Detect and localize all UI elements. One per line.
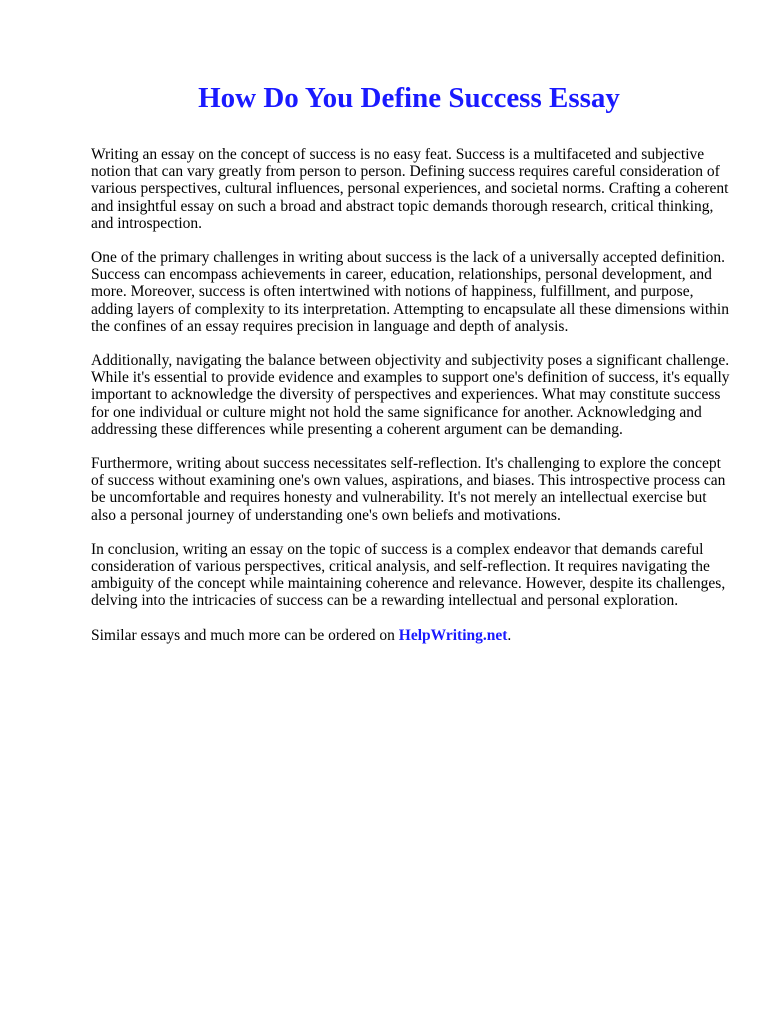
footer-prefix: Similar essays and much more can be ordered on [91, 626, 399, 644]
paragraph-5: In conclusion, writing an essay on the topic of success is a complex endeavor that demands careful consideration of various perspectives, critical analysis, and self-reflection. It requires navigating the ambiguity of the concept while maintaining coherence and relevance. However, despite its challenges, delving into the intricacies of success can be a rewarding intellectual and personal exploration. [91, 540, 726, 610]
paragraph-3: Additionally, navigating the balance between objectivity and subjectivity poses a significant challenge. While it's essential to provide evidence and examples to support one's definition of success, it's equally important to acknowledge the diversity of perspectives and experiences. What may constitute success for one individual or culture might not hold the same significance for another. Acknowledging and addressing these differences while presenting a coherent argument can be demanding. [91, 352, 730, 438]
essay-body [91, 146, 731, 661]
paragraph-2: One of the primary challenges in writing about success is the lack of a universally accepted definition. Success can encompass achievements in career, education, relationships, personal development, and more. Moreover, success is often intertwined with notions of happiness, fulfillment, and purpose, adding layers of complexity to its interpretation. Attempting to encapsulate all these dimensions within the confines of an essay requires precision in language and depth of analysis. [91, 249, 729, 335]
footer-suffix: . [507, 626, 512, 644]
paragraph-1: Writing an essay on the concept of success is no easy feat. Success is a multifaceted and subjective notion that can vary greatly from person to person. Defining success requires careful consideration of various perspectives, cultural influences, personal experiences, and societal norms. Crafting a coherent and insightful essay on such a broad and abstract topic demands thorough research, critical thinking, and introspection. [91, 146, 729, 232]
helpwriting-link[interactable]: HelpWriting.net [398, 626, 508, 644]
footer-line [91, 627, 731, 644]
paragraph-4: Furthermore, writing about success necessitates self-reflection. It's challenging to explore the concept of success without examining one's own values, aspirations, and biases. This introspective process can be uncomfortable and requires honesty and vulnerability. It's not merely an intellectual exercise but also a personal journey of understanding one's own beliefs and motivations. [91, 455, 726, 524]
page-title: How Do You Define Success Essay [198, 82, 620, 114]
